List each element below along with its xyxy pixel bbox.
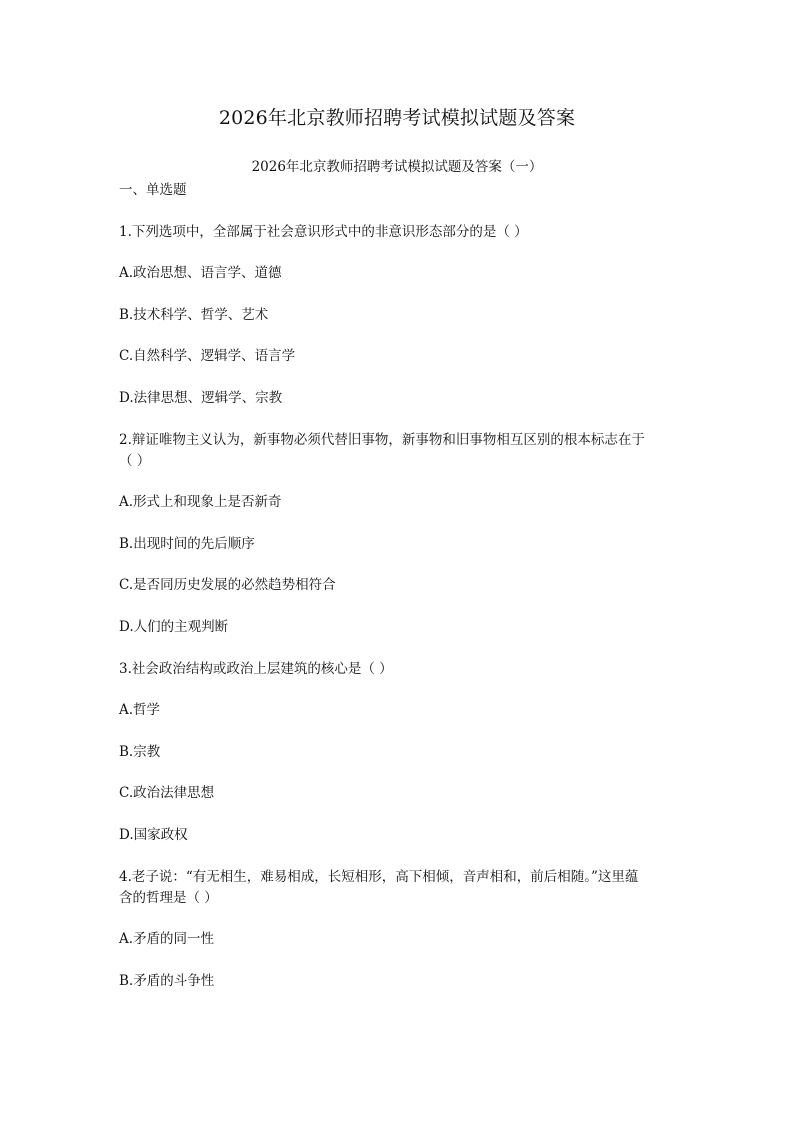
document-subtitle: 2026年北京教师招聘考试模拟试题及答案（一） xyxy=(251,159,543,175)
question-1-option-d: D.法律思想、逻辑学、宗教 xyxy=(119,390,283,406)
question-4-option-b: B.矛盾的斗争性 xyxy=(119,973,215,989)
document-title: 2026年北京教师招聘考试模拟试题及答案 xyxy=(218,107,576,129)
section-heading: 一、单选题 xyxy=(119,182,187,198)
question-2-stem-line-1: 2.辩证唯物主义认为，新事物必须代替旧事物，新事物和旧事物相互区别的根本标志在于 xyxy=(119,432,645,448)
question-1-option-a: A.政治思想、语言学、道德 xyxy=(119,265,282,281)
question-2-option-a: A.形式上和现象上是否新奇 xyxy=(119,494,282,510)
question-2-stem-line-2: （ ） xyxy=(119,453,151,469)
question-4-stem-line-2: 含的哲理是（ ） xyxy=(119,890,218,906)
question-3-option-a: A.哲学 xyxy=(119,702,161,718)
question-3-option-d: D.国家政权 xyxy=(119,827,188,843)
question-4-stem-line-1: 4.老子说：“有无相生，难易相成，长短相形，高下相倾，音声相和，前后相随。”这里蕴 xyxy=(119,869,639,885)
question-3-option-c: C.政治法律思想 xyxy=(119,785,215,801)
question-1-option-b: B.技术科学、哲学、艺术 xyxy=(119,307,269,323)
question-2-option-b: B.出现时间的先后顺序 xyxy=(119,536,255,552)
question-3-option-b: B.宗教 xyxy=(119,744,161,760)
question-1-stem: 1.下列选项中，全部属于社会意识形式中的非意识形态部分的是（ ） xyxy=(119,224,528,240)
question-2-option-c: C.是否同历史发展的必然趋势相符合 xyxy=(119,577,336,593)
question-1-option-c: C.自然科学、逻辑学、语言学 xyxy=(119,348,296,364)
question-4-option-a: A.矛盾的同一性 xyxy=(119,931,215,947)
question-2-option-d: D.人们的主观判断 xyxy=(119,619,229,635)
question-3-stem: 3.社会政治结构或政治上层建筑的核心是（ ） xyxy=(119,661,393,677)
